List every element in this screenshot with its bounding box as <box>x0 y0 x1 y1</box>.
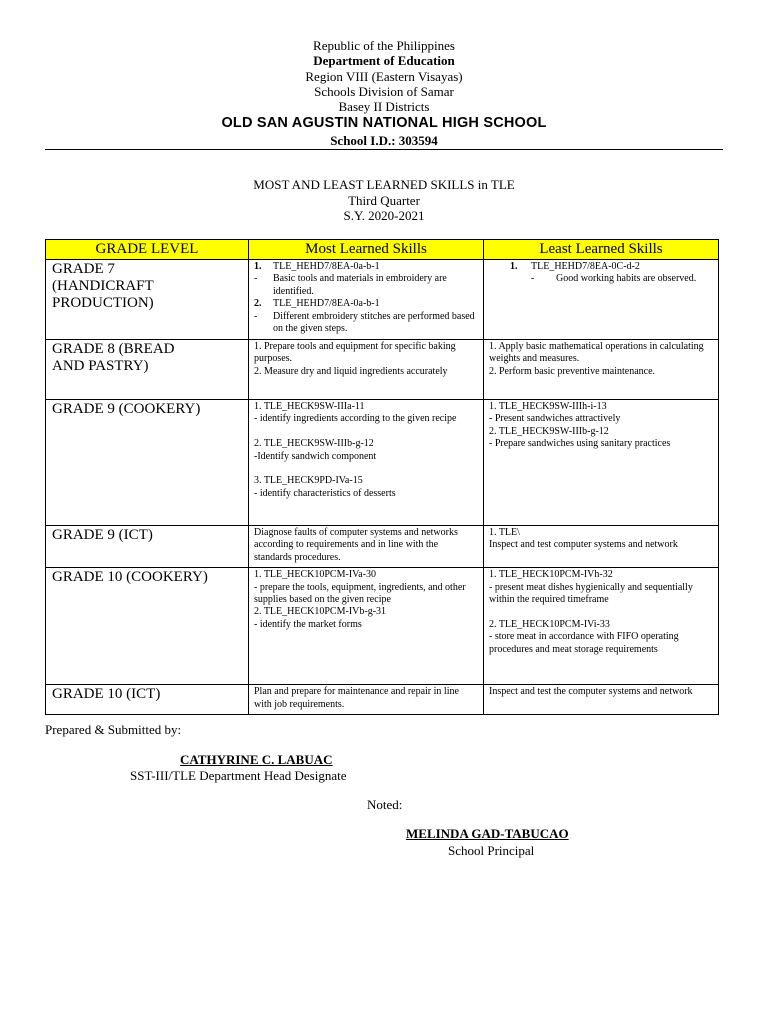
grade-level-line: GRADE 10 (COOKERY) <box>52 569 208 586</box>
noted-by-name: MELINDA GAD-TABUCAO <box>406 826 569 841</box>
noted-by-title: School Principal <box>448 843 535 858</box>
prepared-label: Prepared & Submitted by: <box>45 722 182 737</box>
spacer <box>254 463 478 475</box>
noted-label: Noted: <box>367 797 403 812</box>
skill-line: - store meat in accordance with FIFO operating procedures and meat storage requirements <box>489 631 679 655</box>
table-row <box>46 260 719 340</box>
table-row <box>46 400 719 526</box>
region-line: Region VIII (Eastern Visayas) <box>305 68 463 84</box>
grade-level-line: GRADE 10 (ICT) <box>52 686 161 703</box>
most-learned-cell <box>249 340 484 400</box>
skill-line: 2. TLE_HECK10PCM-IVb-g-31 <box>254 606 387 618</box>
least-learned-cell <box>484 340 719 400</box>
item-dash: - <box>531 273 535 285</box>
item-text: TLE_HEHD7/8EA-0a-b-1 <box>273 261 380 272</box>
skill-line: Inspect and test the computer systems and network <box>489 686 693 698</box>
table-row <box>46 568 719 685</box>
item-number: 1. <box>254 261 262 272</box>
skill-line: - identify ingredients according to the given recipe <box>254 413 457 425</box>
skill-line: 2. Measure dry and liquid ingredients accurately <box>254 365 448 377</box>
school-name: OLD SAN AGUSTIN NATIONAL HIGH SCHOOL <box>221 115 547 132</box>
item-text: TLE_HEHD7/8EA-0a-b-1 <box>273 298 380 310</box>
item-text: Basic tools and materials in embroidery are identified. <box>273 273 447 297</box>
skill-line: 2. TLE_HECK9SW-IIIb-g-12 <box>489 425 609 437</box>
department-line: Department of Education <box>313 53 455 69</box>
skills-table <box>45 239 719 715</box>
grade-level-cell <box>46 400 249 526</box>
header-divider <box>45 149 723 150</box>
bullet-item <box>254 273 478 298</box>
prepared-by-name: CATHYRINE C. LABUAC <box>180 752 333 767</box>
item-text: TLE_HEHD7/8EA-0C-d-2 <box>531 261 640 272</box>
skill-line: Plan and prepare for maintenance and repair in line with job requirements. <box>254 686 459 710</box>
most-learned-cell <box>249 400 484 526</box>
grade-level-line: PRODUCTION) <box>52 295 154 311</box>
least-learned-cell <box>484 400 719 526</box>
table-row <box>46 685 719 715</box>
school-id: School I.D.: 303594 <box>330 133 438 149</box>
grade-level-cell <box>46 340 249 400</box>
skill-line: - prepare the tools, equipment, ingredients, and other supplies based on the given recipe <box>254 581 466 606</box>
most-learned-cell <box>249 685 484 715</box>
bullet-item <box>254 311 478 336</box>
skill-line: 2. TLE_HECK10PCM-IVi-33 <box>489 618 610 630</box>
spacer <box>489 606 713 618</box>
item-text: Good working habits are observed. <box>556 273 697 285</box>
grade-level-cell <box>46 685 249 715</box>
item-number: 1. <box>510 261 518 272</box>
bullet-item <box>510 273 713 285</box>
table-header-row <box>46 240 719 260</box>
skill-line: 1. Apply basic mathematical operations in calculating weights and measures. <box>489 341 704 365</box>
title-line-2: Third Quarter <box>348 192 420 208</box>
table-row <box>46 340 719 400</box>
grade-level-line: (HANDICRAFT <box>52 278 154 294</box>
item-number: 2. <box>254 298 262 310</box>
skill-line: - identify characteristics of desserts <box>254 487 396 499</box>
division-line: Schools Division of Samar <box>314 83 454 99</box>
skill-line: 3. TLE_HECK9PD-IVa-15 <box>254 475 363 487</box>
skill-line: 1. TLE_HECK10PCM-IVa-30 <box>254 569 377 581</box>
grade-level-line: GRADE 8 (BREAD <box>52 341 175 357</box>
skill-line: - Prepare sandwiches using sanitary practices <box>489 438 671 450</box>
least-learned-cell <box>484 568 719 685</box>
header-grade-level: GRADE LEVEL <box>46 240 249 260</box>
skill-line: 2. TLE_HECK9SW-IIIb-g-12 <box>254 438 374 450</box>
grade-level-line: GRADE 9 (ICT) <box>52 527 153 543</box>
spacer <box>254 426 478 438</box>
document-title <box>0 177 768 224</box>
skill-line: - Present sandwiches attractively <box>489 413 621 425</box>
numbered-item <box>254 298 478 310</box>
grade-level-line: GRADE 7 <box>52 261 115 277</box>
title-line-1: MOST AND LEAST LEARNED SKILLS in TLE <box>253 177 515 192</box>
republic-line: Republic of the Philippines <box>313 38 455 53</box>
skill-line: Diagnose faults of computer systems and networks according to requirements and in line with the standards procedures. <box>254 527 458 563</box>
skill-line: 1. Prepare tools and equipment for specific baking purposes. <box>254 341 456 365</box>
item-text: Different embroidery stitches are performed based on the given steps. <box>273 310 475 335</box>
letterhead <box>0 38 768 149</box>
item-dash: - <box>254 273 258 285</box>
grade-level-cell <box>46 568 249 685</box>
title-line-3: S.Y. 2020-2021 <box>343 208 425 223</box>
skill-line: 1. TLE_HECK10PCM-IVh-32 <box>489 569 613 581</box>
most-learned-cell <box>249 526 484 568</box>
skill-line: 1. TLE_HECK9SW-IIIh-i-13 <box>489 401 607 412</box>
header-least-learned: Least Learned Skills <box>484 240 719 260</box>
most-learned-cell <box>249 568 484 685</box>
district-line: Basey II Districts <box>338 99 430 115</box>
grade-level-line: AND PASTRY) <box>52 358 149 374</box>
grade-level-cell <box>46 260 249 340</box>
least-learned-cell <box>484 685 719 715</box>
table-row <box>46 526 719 568</box>
skill-line: - identify the market forms <box>254 618 362 630</box>
skill-line: 2. Perform basic preventive maintenance. <box>489 365 656 377</box>
skill-line: - present meat dishes hygienically and sequentially within the required timeframe <box>489 581 693 606</box>
prepared-by-title: SST-III/TLE Department Head Designate <box>130 768 347 783</box>
skill-line: 1. TLE\ <box>489 527 520 538</box>
skill-line: 1. TLE_HECK9SW-IIIa-11 <box>254 401 365 412</box>
skill-line: Inspect and test computer systems and network <box>489 539 678 551</box>
skill-line: -Identify sandwich component <box>254 450 377 462</box>
numbered-item <box>254 261 478 273</box>
header-most-learned: Most Learned Skills <box>249 240 484 260</box>
least-learned-cell <box>484 526 719 568</box>
item-dash: - <box>254 310 258 322</box>
most-learned-cell <box>249 260 484 340</box>
grade-level-line: GRADE 9 (COOKERY) <box>52 401 201 417</box>
least-learned-cell <box>484 260 719 340</box>
grade-level-cell <box>46 526 249 568</box>
numbered-item <box>510 261 713 273</box>
